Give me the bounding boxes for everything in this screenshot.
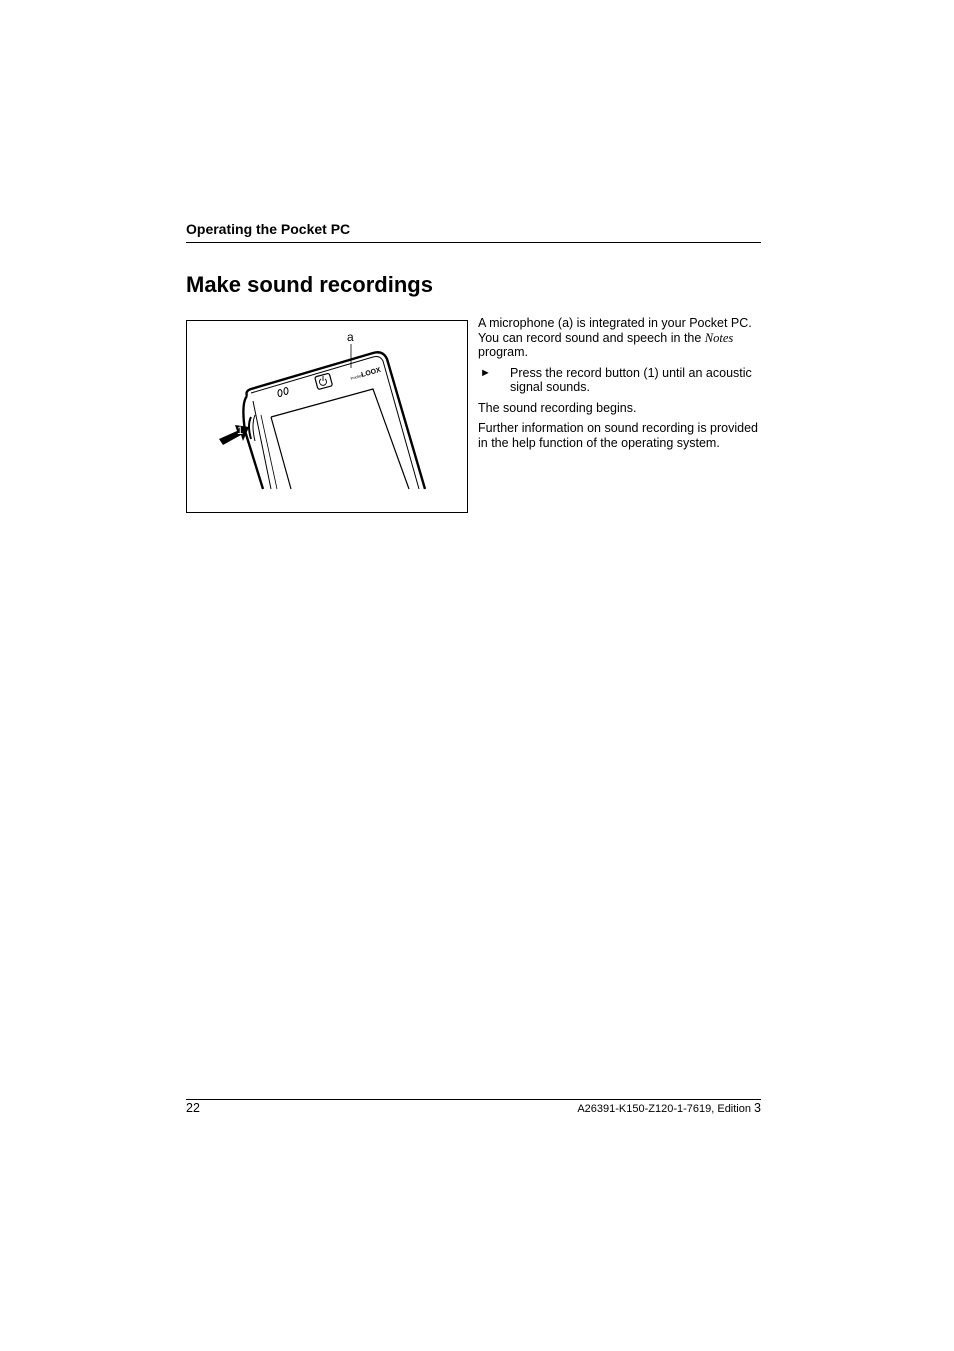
callout-1-label: 1 xyxy=(237,425,244,437)
notes-program-name: Notes xyxy=(704,330,734,345)
logo-brand: LOOX xyxy=(360,366,382,379)
page-number: 22 xyxy=(186,1101,200,1115)
document-id: A26391-K150-Z120-1-7619, Edition 3 xyxy=(577,1101,761,1115)
page-title: Make sound recordings xyxy=(186,272,433,297)
footer-rule xyxy=(186,1099,761,1100)
instruction-text: Press the record button (1) until an acoustic signal sounds. xyxy=(510,365,752,394)
edition-number: 3 xyxy=(754,1101,761,1115)
instruction-step xyxy=(478,366,763,395)
body-text xyxy=(478,316,763,456)
logo-prefix: Pocket xyxy=(349,372,364,381)
intro-paragraph: A microphone (a) is integrated in your Pocket PC. You can record sound and speech in the Notes program. xyxy=(478,316,752,359)
further-info-paragraph: Further information on sound recording is provided in the help function of the operating system. xyxy=(478,421,759,450)
pocket-pc-figure xyxy=(186,320,468,513)
callout-a-label: a xyxy=(347,330,354,344)
running-header: Operating the Pocket PC xyxy=(186,221,351,237)
result-paragraph: The sound recording begins. xyxy=(478,400,637,415)
header-rule xyxy=(186,242,761,243)
bullet-arrow-icon: ► xyxy=(480,366,491,379)
pocket-pc-illustration xyxy=(187,321,467,512)
